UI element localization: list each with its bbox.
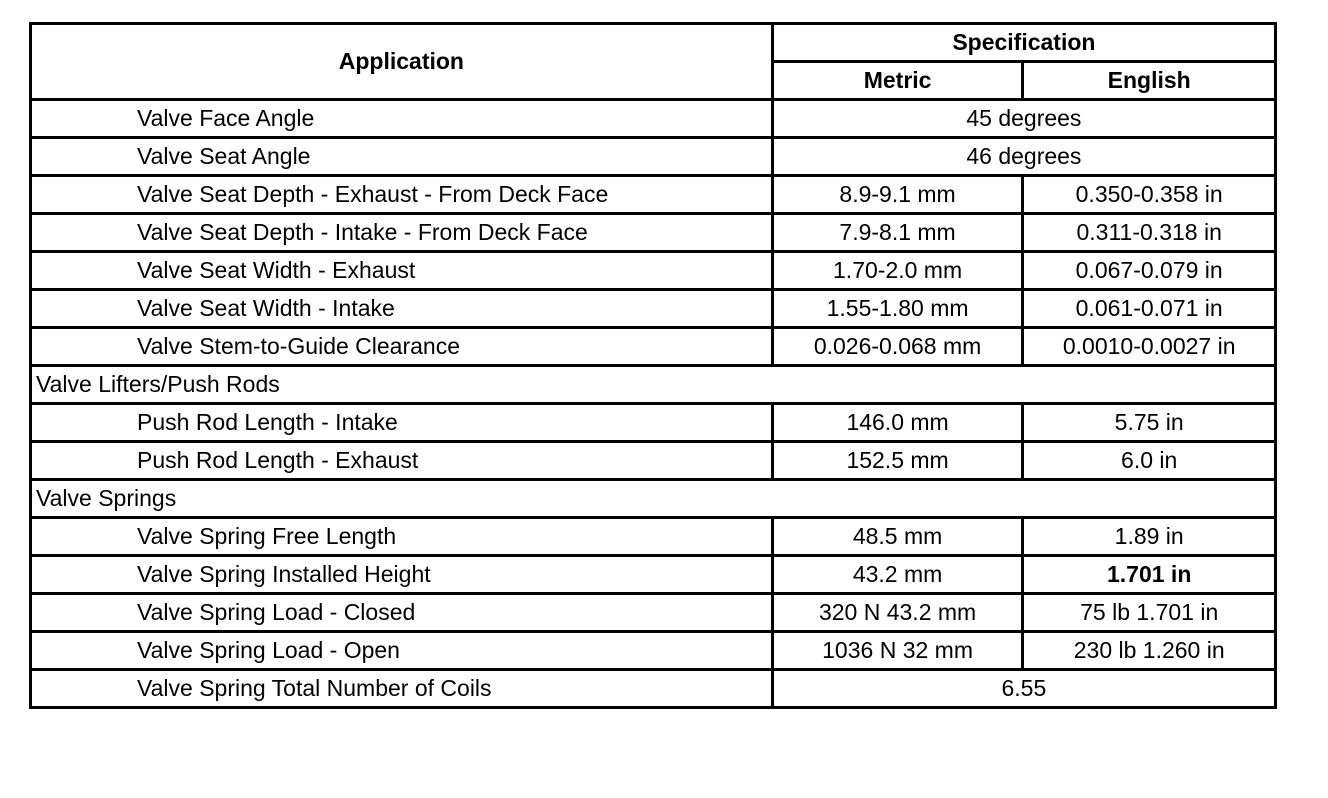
specification-value-cell: 45 degrees: [772, 100, 1275, 138]
metric-value-cell: 146.0 mm: [772, 404, 1023, 442]
table-row: [31, 138, 1276, 176]
english-value-cell: 0.350-0.358 in: [1023, 176, 1276, 214]
section-heading: Valve Lifters/Push Rods: [31, 366, 1276, 404]
application-cell: Valve Spring Free Length: [31, 518, 773, 556]
english-value-cell: 0.061-0.071 in: [1023, 290, 1276, 328]
metric-value-cell: 152.5 mm: [772, 442, 1023, 480]
metric-value-cell: 43.2 mm: [772, 556, 1023, 594]
english-value-cell: 75 lb 1.701 in: [1023, 594, 1276, 632]
english-value-cell: 0.067-0.079 in: [1023, 252, 1276, 290]
english-value-cell: 230 lb 1.260 in: [1023, 632, 1276, 670]
table-row: [31, 518, 1276, 556]
english-value-cell: 0.0010-0.0027 in: [1023, 328, 1276, 366]
english-value-cell: 1.701 in: [1023, 556, 1276, 594]
metric-value-cell: 320 N 43.2 mm: [772, 594, 1023, 632]
english-value-cell: 0.311-0.318 in: [1023, 214, 1276, 252]
metric-value-cell: 1.55-1.80 mm: [772, 290, 1023, 328]
application-cell: Valve Seat Depth - Exhaust - From Deck Face: [31, 176, 773, 214]
table-row: [31, 328, 1276, 366]
application-cell: Valve Seat Angle: [31, 138, 773, 176]
valve-specification-table: [29, 22, 1277, 709]
specification-value-cell: 46 degrees: [772, 138, 1275, 176]
table-row: [31, 214, 1276, 252]
table-header: [31, 24, 1276, 100]
section-heading: Valve Springs: [31, 480, 1276, 518]
table-row: [31, 670, 1276, 708]
section-row: [31, 480, 1276, 518]
metric-value-cell: 1036 N 32 mm: [772, 632, 1023, 670]
metric-value-cell: 7.9-8.1 mm: [772, 214, 1023, 252]
application-cell: Valve Seat Depth - Intake - From Deck Face: [31, 214, 773, 252]
application-cell: Valve Face Angle: [31, 100, 773, 138]
application-cell: Valve Seat Width - Exhaust: [31, 252, 773, 290]
application-cell: Valve Seat Width - Intake: [31, 290, 773, 328]
specification-value-cell: 6.55: [772, 670, 1275, 708]
english-value-cell: 6.0 in: [1023, 442, 1276, 480]
table-row: [31, 100, 1276, 138]
english-header: English: [1023, 62, 1276, 100]
metric-value-cell: 1.70-2.0 mm: [772, 252, 1023, 290]
metric-value-cell: 48.5 mm: [772, 518, 1023, 556]
table-row: [31, 252, 1276, 290]
metric-value-cell: 0.026-0.068 mm: [772, 328, 1023, 366]
application-cell: Valve Stem-to-Guide Clearance: [31, 328, 773, 366]
table-row: [31, 176, 1276, 214]
application-cell: Push Rod Length - Intake: [31, 404, 773, 442]
table-row: [31, 442, 1276, 480]
english-value-cell: 5.75 in: [1023, 404, 1276, 442]
table-row: [31, 290, 1276, 328]
section-row: [31, 366, 1276, 404]
header-row-top: [31, 24, 1276, 62]
application-cell: Valve Spring Total Number of Coils: [31, 670, 773, 708]
table-row: [31, 594, 1276, 632]
table-row: [31, 556, 1276, 594]
metric-header: Metric: [772, 62, 1023, 100]
specification-header: Specification: [772, 24, 1275, 62]
application-header: Application: [31, 24, 773, 100]
table-row: [31, 632, 1276, 670]
table-row: [31, 404, 1276, 442]
table-body: [31, 100, 1276, 708]
application-cell: Valve Spring Load - Closed: [31, 594, 773, 632]
metric-value-cell: 8.9-9.1 mm: [772, 176, 1023, 214]
application-cell: Valve Spring Installed Height: [31, 556, 773, 594]
application-cell: Valve Spring Load - Open: [31, 632, 773, 670]
english-value-cell: 1.89 in: [1023, 518, 1276, 556]
application-cell: Push Rod Length - Exhaust: [31, 442, 773, 480]
